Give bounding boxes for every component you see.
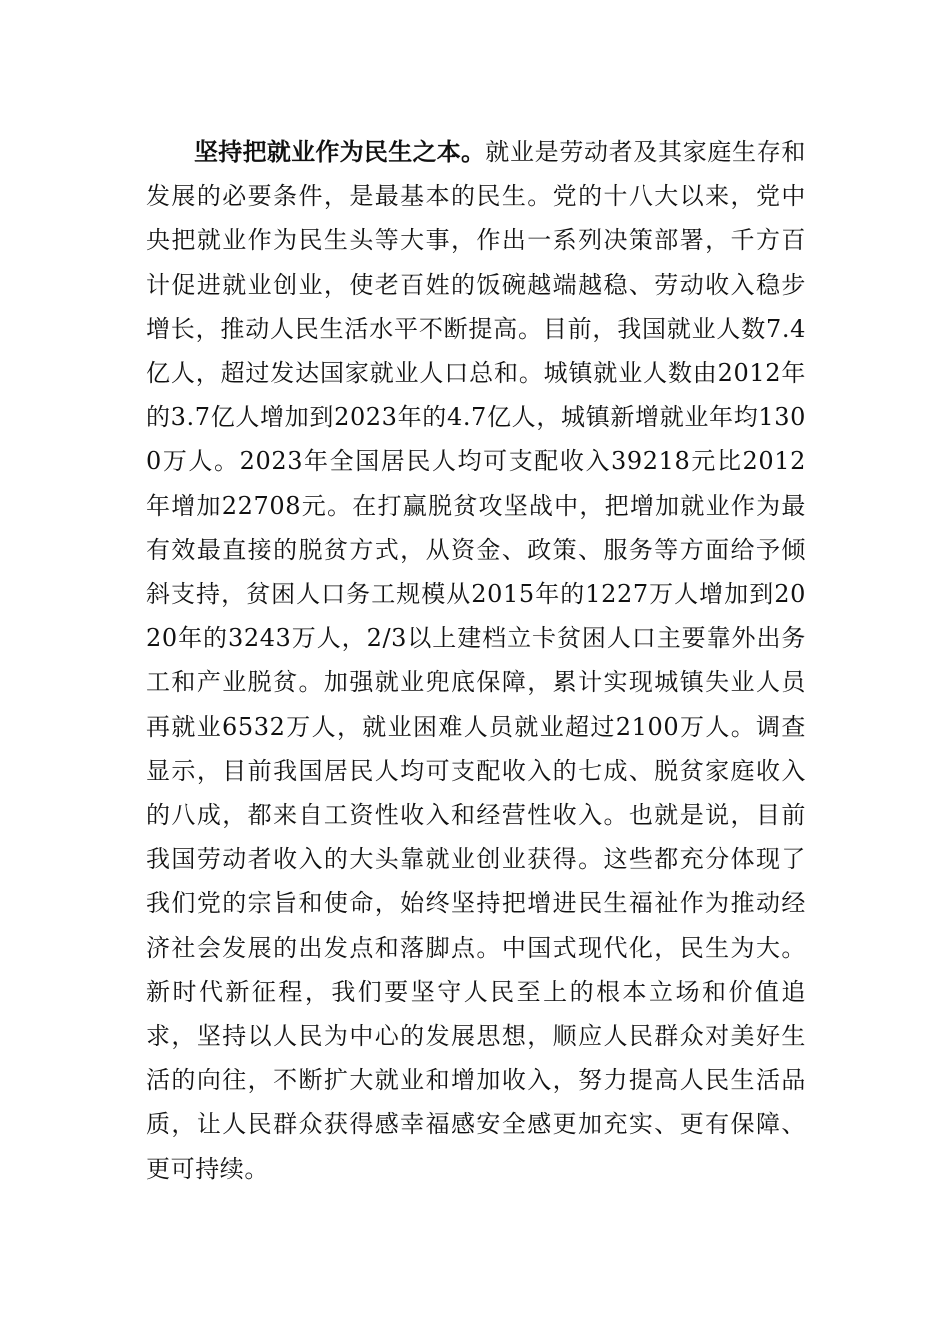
paragraph-body-text: 就业是劳动者及其家庭生存和发展的必要条件，是最基本的民生。党的十八大以来，党中央把就业作为民生头等大事，作出一系列决策部署，千方百计促进就业创业，使老百姓的饭碗越端越稳、劳动收入稳步增长，推动人民生活水平不断提高。目前，我国就业人数7.4亿人，超过发达国家就业人口总和。城镇就业人数由2012年的3.7亿人增加到2023年的4.7亿人，城镇新增就业年均1300万人。2023年全国居民人均可支配收入39218元比2012年增加22708元。在打赢脱贫攻坚战中，把增加就业作为最有效最直接的脱贫方式，从资金、政策、服务等方面给予倾斜支持，贫困人口务工规模从2015年的1227万人增加到2020年的3243万人，2/3以上建档立卡贫困人口主要靠外出务工和产业脱贫。加强就业兜底保障，累计实现城镇失业人员再就业6532万人，就业困难人员就业超过2100万人。调查显示，目前我国居民人均可支配收入的七成、脱贫家庭收入的八成，都来自工资性收入和经营性收入。也就是说，目前我国劳动者收入的大头靠就业创业获得。这些都充分体现了我们党的宗旨和使命，始终坚持把增进民生福祉作为推动经济社会发展的出发点和落脚点。中国式现代化，民生为大。新时代新征程，我们要坚守人民至上的根本立场和价值追求，坚持以人民为中心的发展思想，顺应人民群众对美好生活的向往，不断扩大就业和增加收入，努力提高人民生活品质，让人民群众获得感幸福感安全感更加充实、更有保障、更可持续。 [146,138,806,1183]
body-paragraph [146,130,806,1191]
paragraph-lead-heading: 坚持把就业作为民生之本。 [194,138,486,166]
